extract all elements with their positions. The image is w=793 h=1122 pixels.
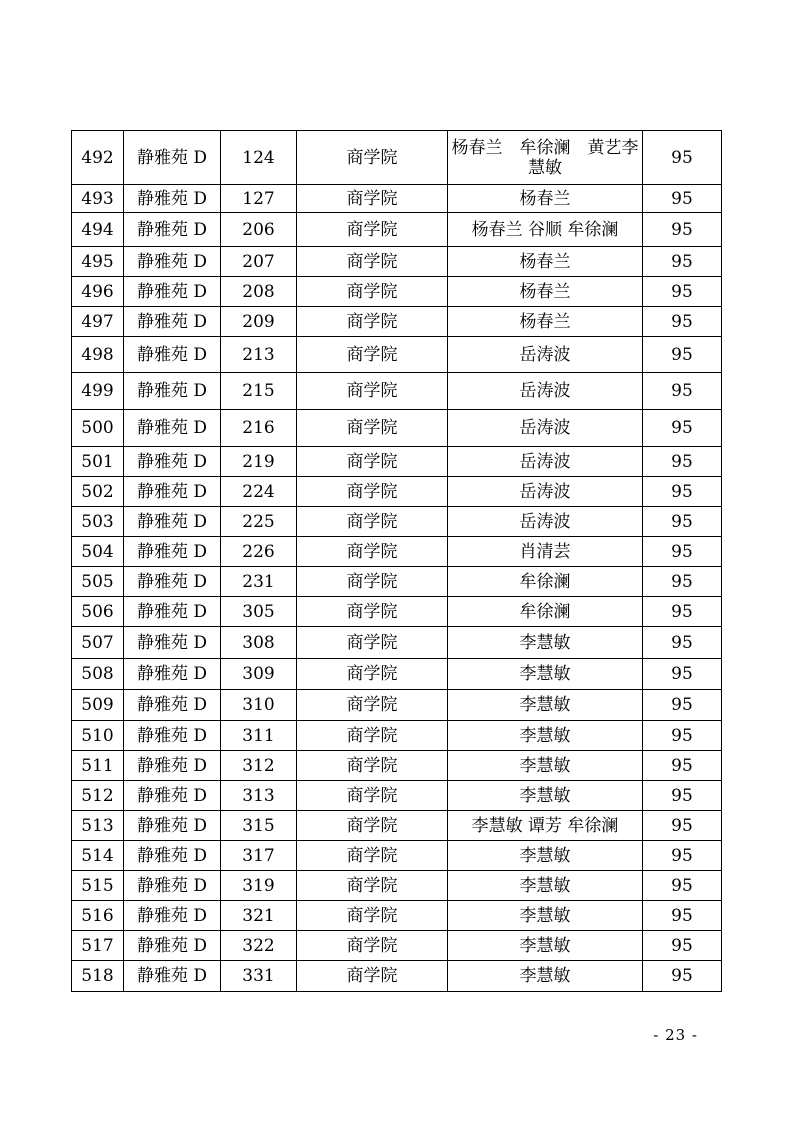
college-cell: 商学院 bbox=[297, 931, 448, 961]
row-number: 497 bbox=[72, 307, 124, 337]
table-body bbox=[72, 131, 722, 992]
table-row bbox=[72, 781, 722, 811]
score-cell: 95 bbox=[643, 410, 722, 447]
building-cell: 静雅苑 D bbox=[124, 410, 221, 447]
row-number: 498 bbox=[72, 337, 124, 373]
table-row bbox=[72, 477, 722, 507]
room-cell: 315 bbox=[221, 811, 297, 841]
teachers-cell: 李慧敏 谭芳 牟徐澜 bbox=[448, 811, 643, 841]
building-cell: 静雅苑 D bbox=[124, 477, 221, 507]
row-number: 495 bbox=[72, 247, 124, 277]
teachers-cell: 李慧敏 bbox=[448, 901, 643, 931]
building-cell: 静雅苑 D bbox=[124, 721, 221, 751]
room-cell: 312 bbox=[221, 751, 297, 781]
college-cell: 商学院 bbox=[297, 567, 448, 597]
building-cell: 静雅苑 D bbox=[124, 337, 221, 373]
room-cell: 224 bbox=[221, 477, 297, 507]
college-cell: 商学院 bbox=[297, 247, 448, 277]
teachers-cell: 岳涛波 bbox=[448, 373, 643, 410]
teachers-cell: 岳涛波 bbox=[448, 337, 643, 373]
room-cell: 209 bbox=[221, 307, 297, 337]
row-number: 509 bbox=[72, 690, 124, 721]
row-number: 508 bbox=[72, 659, 124, 690]
score-cell: 95 bbox=[643, 185, 722, 213]
college-cell: 商学院 bbox=[297, 871, 448, 901]
score-cell: 95 bbox=[643, 307, 722, 337]
building-cell: 静雅苑 D bbox=[124, 841, 221, 871]
college-cell: 商学院 bbox=[297, 507, 448, 537]
row-number: 504 bbox=[72, 537, 124, 567]
building-cell: 静雅苑 D bbox=[124, 659, 221, 690]
college-cell: 商学院 bbox=[297, 690, 448, 721]
row-number: 516 bbox=[72, 901, 124, 931]
room-cell: 225 bbox=[221, 507, 297, 537]
row-number: 493 bbox=[72, 185, 124, 213]
table-row bbox=[72, 507, 722, 537]
building-cell: 静雅苑 D bbox=[124, 247, 221, 277]
building-cell: 静雅苑 D bbox=[124, 690, 221, 721]
score-cell: 95 bbox=[643, 781, 722, 811]
teachers-cell: 李慧敏 bbox=[448, 627, 643, 659]
table-row bbox=[72, 131, 722, 185]
college-cell: 商学院 bbox=[297, 447, 448, 477]
room-cell: 207 bbox=[221, 247, 297, 277]
building-cell: 静雅苑 D bbox=[124, 751, 221, 781]
building-cell: 静雅苑 D bbox=[124, 597, 221, 627]
table-row bbox=[72, 659, 722, 690]
table-row bbox=[72, 567, 722, 597]
building-cell: 静雅苑 D bbox=[124, 131, 221, 185]
room-cell: 231 bbox=[221, 567, 297, 597]
teachers-cell: 李慧敏 bbox=[448, 721, 643, 751]
row-number: 501 bbox=[72, 447, 124, 477]
room-cell: 208 bbox=[221, 277, 297, 307]
teachers-cell: 岳涛波 bbox=[448, 410, 643, 447]
building-cell: 静雅苑 D bbox=[124, 307, 221, 337]
score-cell: 95 bbox=[643, 447, 722, 477]
college-cell: 商学院 bbox=[297, 721, 448, 751]
college-cell: 商学院 bbox=[297, 841, 448, 871]
college-cell: 商学院 bbox=[297, 477, 448, 507]
room-cell: 305 bbox=[221, 597, 297, 627]
score-cell: 95 bbox=[643, 841, 722, 871]
college-cell: 商学院 bbox=[297, 373, 448, 410]
room-cell: 317 bbox=[221, 841, 297, 871]
room-cell: 216 bbox=[221, 410, 297, 447]
college-cell: 商学院 bbox=[297, 627, 448, 659]
teachers-cell: 杨春兰 牟徐澜 黄艺李慧敏 bbox=[448, 131, 643, 185]
page-number: - 23 - bbox=[653, 1026, 698, 1044]
college-cell: 商学院 bbox=[297, 537, 448, 567]
room-cell: 309 bbox=[221, 659, 297, 690]
teachers-cell: 李慧敏 bbox=[448, 690, 643, 721]
row-number: 514 bbox=[72, 841, 124, 871]
college-cell: 商学院 bbox=[297, 213, 448, 247]
table-row bbox=[72, 373, 722, 410]
table-row bbox=[72, 841, 722, 871]
score-cell: 95 bbox=[643, 247, 722, 277]
table-row bbox=[72, 277, 722, 307]
table-row bbox=[72, 871, 722, 901]
building-cell: 静雅苑 D bbox=[124, 447, 221, 477]
table-row bbox=[72, 247, 722, 277]
score-cell: 95 bbox=[643, 659, 722, 690]
score-cell: 95 bbox=[643, 690, 722, 721]
teachers-cell: 李慧敏 bbox=[448, 781, 643, 811]
row-number: 505 bbox=[72, 567, 124, 597]
teachers-cell: 岳涛波 bbox=[448, 477, 643, 507]
table-row bbox=[72, 901, 722, 931]
college-cell: 商学院 bbox=[297, 185, 448, 213]
teachers-cell: 岳涛波 bbox=[448, 507, 643, 537]
score-cell: 95 bbox=[643, 597, 722, 627]
table-row bbox=[72, 537, 722, 567]
table-row bbox=[72, 447, 722, 477]
row-number: 518 bbox=[72, 961, 124, 992]
row-number: 513 bbox=[72, 811, 124, 841]
score-cell: 95 bbox=[643, 901, 722, 931]
teachers-cell: 牟徐澜 bbox=[448, 567, 643, 597]
dormitory-score-table bbox=[71, 130, 722, 992]
building-cell: 静雅苑 D bbox=[124, 961, 221, 992]
college-cell: 商学院 bbox=[297, 901, 448, 931]
table-row bbox=[72, 627, 722, 659]
teachers-cell: 杨春兰 bbox=[448, 307, 643, 337]
building-cell: 静雅苑 D bbox=[124, 277, 221, 307]
building-cell: 静雅苑 D bbox=[124, 537, 221, 567]
teachers-cell: 牟徐澜 bbox=[448, 597, 643, 627]
row-number: 512 bbox=[72, 781, 124, 811]
table-row bbox=[72, 961, 722, 992]
teachers-cell: 岳涛波 bbox=[448, 447, 643, 477]
score-cell: 95 bbox=[643, 477, 722, 507]
college-cell: 商学院 bbox=[297, 781, 448, 811]
college-cell: 商学院 bbox=[297, 659, 448, 690]
room-cell: 321 bbox=[221, 901, 297, 931]
score-cell: 95 bbox=[643, 567, 722, 597]
row-number: 494 bbox=[72, 213, 124, 247]
college-cell: 商学院 bbox=[297, 751, 448, 781]
college-cell: 商学院 bbox=[297, 277, 448, 307]
room-cell: 319 bbox=[221, 871, 297, 901]
score-cell: 95 bbox=[643, 721, 722, 751]
table-row bbox=[72, 337, 722, 373]
building-cell: 静雅苑 D bbox=[124, 213, 221, 247]
score-cell: 95 bbox=[643, 871, 722, 901]
table-row bbox=[72, 410, 722, 447]
room-cell: 213 bbox=[221, 337, 297, 373]
college-cell: 商学院 bbox=[297, 961, 448, 992]
building-cell: 静雅苑 D bbox=[124, 567, 221, 597]
building-cell: 静雅苑 D bbox=[124, 507, 221, 537]
score-cell: 95 bbox=[643, 931, 722, 961]
building-cell: 静雅苑 D bbox=[124, 373, 221, 410]
building-cell: 静雅苑 D bbox=[124, 781, 221, 811]
score-cell: 95 bbox=[643, 751, 722, 781]
room-cell: 226 bbox=[221, 537, 297, 567]
building-cell: 静雅苑 D bbox=[124, 811, 221, 841]
row-number: 503 bbox=[72, 507, 124, 537]
building-cell: 静雅苑 D bbox=[124, 627, 221, 659]
score-cell: 95 bbox=[643, 627, 722, 659]
room-cell: 313 bbox=[221, 781, 297, 811]
building-cell: 静雅苑 D bbox=[124, 185, 221, 213]
teachers-cell: 杨春兰 bbox=[448, 277, 643, 307]
score-cell: 95 bbox=[643, 507, 722, 537]
college-cell: 商学院 bbox=[297, 410, 448, 447]
table-row bbox=[72, 307, 722, 337]
teachers-cell: 杨春兰 bbox=[448, 247, 643, 277]
building-cell: 静雅苑 D bbox=[124, 901, 221, 931]
table-row bbox=[72, 811, 722, 841]
room-cell: 206 bbox=[221, 213, 297, 247]
college-cell: 商学院 bbox=[297, 307, 448, 337]
row-number: 510 bbox=[72, 721, 124, 751]
table-row bbox=[72, 213, 722, 247]
college-cell: 商学院 bbox=[297, 337, 448, 373]
teachers-cell: 李慧敏 bbox=[448, 751, 643, 781]
row-number: 506 bbox=[72, 597, 124, 627]
room-cell: 215 bbox=[221, 373, 297, 410]
room-cell: 311 bbox=[221, 721, 297, 751]
table-row bbox=[72, 931, 722, 961]
score-cell: 95 bbox=[643, 811, 722, 841]
teachers-cell: 李慧敏 bbox=[448, 871, 643, 901]
room-cell: 308 bbox=[221, 627, 297, 659]
row-number: 500 bbox=[72, 410, 124, 447]
teachers-cell: 肖清芸 bbox=[448, 537, 643, 567]
table-row bbox=[72, 721, 722, 751]
teachers-cell: 李慧敏 bbox=[448, 841, 643, 871]
college-cell: 商学院 bbox=[297, 597, 448, 627]
room-cell: 124 bbox=[221, 131, 297, 185]
table-row bbox=[72, 185, 722, 213]
table-row bbox=[72, 690, 722, 721]
teachers-cell: 杨春兰 谷顺 牟徐澜 bbox=[448, 213, 643, 247]
score-cell: 95 bbox=[643, 537, 722, 567]
row-number: 515 bbox=[72, 871, 124, 901]
teachers-cell: 李慧敏 bbox=[448, 931, 643, 961]
college-cell: 商学院 bbox=[297, 131, 448, 185]
teachers-cell: 李慧敏 bbox=[448, 659, 643, 690]
room-cell: 127 bbox=[221, 185, 297, 213]
row-number: 511 bbox=[72, 751, 124, 781]
score-cell: 95 bbox=[643, 213, 722, 247]
row-number: 517 bbox=[72, 931, 124, 961]
teachers-cell: 李慧敏 bbox=[448, 961, 643, 992]
row-number: 502 bbox=[72, 477, 124, 507]
row-number: 507 bbox=[72, 627, 124, 659]
row-number: 499 bbox=[72, 373, 124, 410]
room-cell: 219 bbox=[221, 447, 297, 477]
building-cell: 静雅苑 D bbox=[124, 871, 221, 901]
room-cell: 331 bbox=[221, 961, 297, 992]
table-row bbox=[72, 597, 722, 627]
row-number: 496 bbox=[72, 277, 124, 307]
row-number: 492 bbox=[72, 131, 124, 185]
score-cell: 95 bbox=[643, 277, 722, 307]
table-row bbox=[72, 751, 722, 781]
score-cell: 95 bbox=[643, 337, 722, 373]
teachers-cell: 杨春兰 bbox=[448, 185, 643, 213]
building-cell: 静雅苑 D bbox=[124, 931, 221, 961]
score-cell: 95 bbox=[643, 373, 722, 410]
room-cell: 310 bbox=[221, 690, 297, 721]
room-cell: 322 bbox=[221, 931, 297, 961]
score-cell: 95 bbox=[643, 131, 722, 185]
score-cell: 95 bbox=[643, 961, 722, 992]
college-cell: 商学院 bbox=[297, 811, 448, 841]
